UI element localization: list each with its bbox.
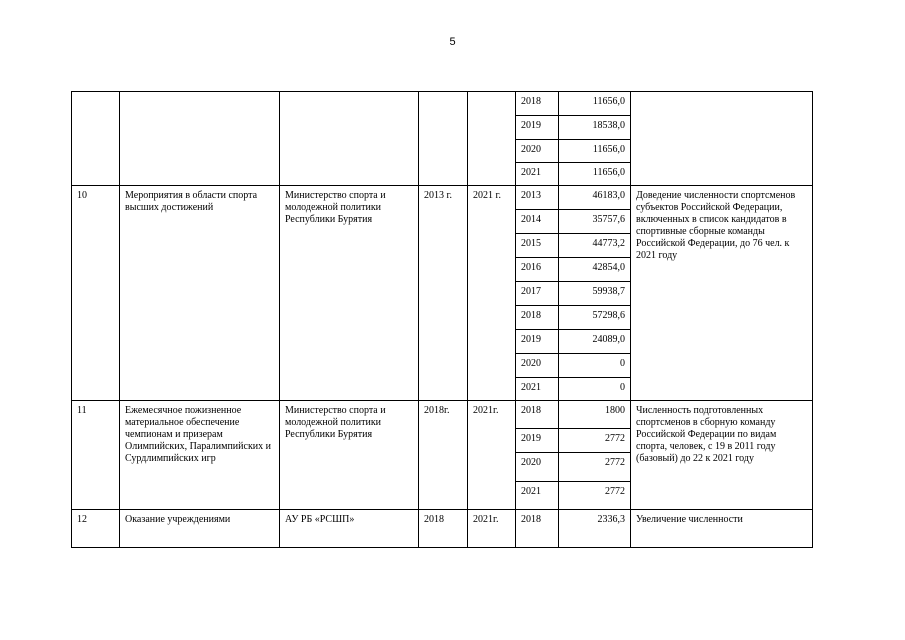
value-cell: 35757,6 (559, 210, 631, 234)
table-body (72, 92, 813, 548)
table-row (72, 401, 813, 429)
value-cell: 24089,0 (559, 330, 631, 354)
end-date (468, 92, 516, 186)
expected-result: Численность подготовленных спортсменов в сборную команду Российской Федерации по видам спорта, человек, с 19 в 2011 году (базовый) до 22 к 2021 году (631, 401, 813, 510)
value-cell: 11656,0 (559, 140, 631, 163)
event-name: Мероприятия в области спорта высших достижений (120, 186, 280, 401)
value-cell: 11656,0 (559, 163, 631, 186)
start-date: 2018 (419, 510, 468, 548)
year-cell: 2020 (516, 354, 559, 378)
year-cell: 2015 (516, 234, 559, 258)
start-date (419, 92, 468, 186)
value-cell: 2772 (559, 429, 631, 453)
expected-result: Увеличение численности (631, 510, 813, 548)
page-number: 5 (449, 36, 456, 48)
expected-result: Доведение численности спортсменов субъектов Российской Федерации, включенных в список кандидатов в спортивные сборные команды Российской Федерации, до 76 чел. к 2021 году (631, 186, 813, 401)
end-date: 2021 г. (468, 186, 516, 401)
event-name: Ежемесячное пожизненное материальное обеспечение чемпионам и призерам Олимпийских, Паралимпийских и Сурдлимпийских игр (120, 401, 280, 510)
value-cell: 42854,0 (559, 258, 631, 282)
executor: Министерство спорта и молодежной политики Республики Бурятия (280, 186, 419, 401)
year-cell: 2017 (516, 282, 559, 306)
start-date: 2018г. (419, 401, 468, 510)
value-cell: 59938,7 (559, 282, 631, 306)
value-cell: 0 (559, 378, 631, 401)
value-cell: 0 (559, 354, 631, 378)
year-cell: 2013 (516, 186, 559, 210)
end-date: 2021г. (468, 401, 516, 510)
year-cell: 2020 (516, 453, 559, 482)
year-cell: 2018 (516, 92, 559, 116)
value-cell: 11656,0 (559, 92, 631, 116)
year-cell: 2021 (516, 163, 559, 186)
row-number: 12 (72, 510, 120, 548)
value-cell: 1800 (559, 401, 631, 429)
program-table (71, 91, 813, 548)
row-number (72, 92, 120, 186)
value-cell: 18538,0 (559, 116, 631, 140)
table-row (72, 186, 813, 210)
expected-result (631, 92, 813, 186)
value-cell: 44773,2 (559, 234, 631, 258)
executor: АУ РБ «РСШП» (280, 510, 419, 548)
year-cell: 2019 (516, 116, 559, 140)
year-cell: 2014 (516, 210, 559, 234)
year-cell: 2019 (516, 429, 559, 453)
year-cell: 2016 (516, 258, 559, 282)
row-number: 10 (72, 186, 120, 401)
table-row (72, 92, 813, 116)
event-name (120, 92, 280, 186)
event-name: Оказание учреждениями (120, 510, 280, 548)
executor (280, 92, 419, 186)
executor: Министерство спорта и молодежной политики Республики Бурятия (280, 401, 419, 510)
year-cell: 2021 (516, 378, 559, 401)
table-row (72, 510, 813, 548)
start-date: 2013 г. (419, 186, 468, 401)
year-cell: 2018 (516, 401, 559, 429)
value-cell: 57298,6 (559, 306, 631, 330)
year-cell: 2018 (516, 510, 559, 548)
year-cell: 2019 (516, 330, 559, 354)
value-cell: 2772 (559, 482, 631, 510)
year-cell: 2018 (516, 306, 559, 330)
year-cell: 2021 (516, 482, 559, 510)
end-date: 2021г. (468, 510, 516, 548)
value-cell: 2772 (559, 453, 631, 482)
year-cell: 2020 (516, 140, 559, 163)
value-cell: 2336,3 (559, 510, 631, 548)
value-cell: 46183,0 (559, 186, 631, 210)
row-number: 11 (72, 401, 120, 510)
